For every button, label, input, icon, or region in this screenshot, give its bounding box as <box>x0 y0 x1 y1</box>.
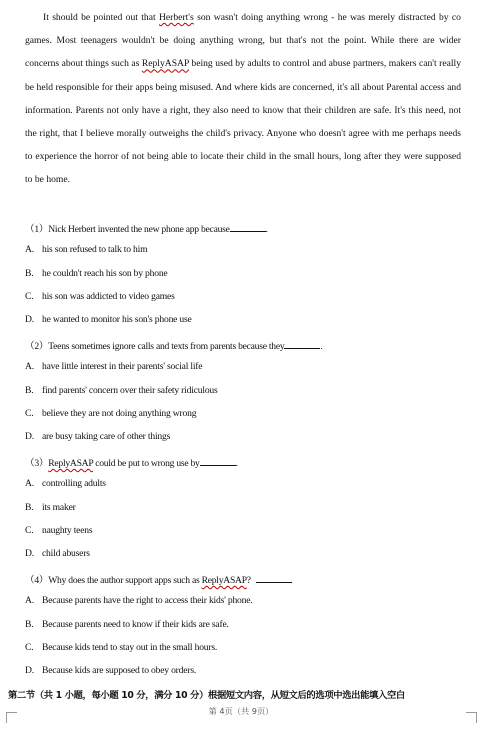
option-4b: B. Because parents need to know if their kids are safe. <box>25 619 229 630</box>
option-3a: A. controlling adults <box>25 478 106 489</box>
question-4: （4）Why does the author support apps such as ReplyASAP? <box>25 572 292 586</box>
option-1b: B. he couldn't reach his son by phone <box>25 268 168 279</box>
passage-segment: It should be pointed out that <box>43 12 159 23</box>
spellcheck-word: ReplyASAP <box>48 458 94 469</box>
option-3b: B. its maker <box>25 502 76 513</box>
question-2: （2）Teens sometimes ignore calls and texts from parents because they . <box>25 341 323 352</box>
page-number-footer: 第 4页（共 9页） <box>208 706 274 716</box>
option-3d: D. child abusers <box>25 548 90 559</box>
option-2b: B. find parents' concern over their safety ridiculous <box>25 385 218 396</box>
option-2c: C. believe they are not doing anything wrong <box>25 408 197 419</box>
option-3c: C. naughty teens <box>25 525 93 536</box>
option-2a: A. have little interest in their parents' social life <box>25 361 203 372</box>
question-3: （3）ReplyASAP could be put to wrong use by . <box>25 458 238 469</box>
answer-blank <box>284 339 320 349</box>
answer-blank <box>200 456 236 466</box>
option-1a: A. his son refused to talk to him <box>25 244 148 255</box>
section-heading: 第二节（共 1 小题，每小题 10 分，满分 10 分）根据短文内容，从短文后的选项中选出能填入空白 <box>8 690 405 701</box>
answer-blank <box>256 573 292 583</box>
option-4c: C. Because kids tend to stay out in the small hours. <box>25 642 218 653</box>
option-1d: D. he wanted to monitor his son's phone use <box>25 314 192 325</box>
option-2d: D. are busy taking care of other things <box>25 431 171 442</box>
spellcheck-word: ReplyASAP <box>141 58 189 70</box>
passage-segment: son wasn't doing anything wrong - he was merely distracted by co games. Most teenagers wouldn't be doing anything wrong, but that's not the point. While there are wider concerns about things such as <box>25 12 461 70</box>
option-4a: A. Because parents have the right to access their kids' phone. <box>25 595 253 606</box>
question-1: （1）Nick Herbert invented the new phone app because . <box>25 224 268 235</box>
spellcheck-word: ReplyASAP <box>201 575 247 586</box>
spellcheck-word: Herbert's <box>158 12 194 23</box>
option-4d: D. Because kids are supposed to obey orders. <box>25 665 197 676</box>
passage-segment: being used by adults to control and abuse partners, makers can't really be held responsible for their apps being misused. And where kids are concerned, it's all about Parental access and information. Parents not only have a right, they also need to know that their children are safe. It's this need, not the right, that I believe morally outweighs the child's privacy. Anyone who doesn't agree with me perhaps needs to experience the horror of not being able to locate their child in the small hours, long after they were supposed to be home. <box>25 58 461 186</box>
reading-passage <box>25 6 461 192</box>
answer-blank <box>230 222 266 232</box>
option-1c: C. his son was addicted to video games <box>25 291 175 302</box>
